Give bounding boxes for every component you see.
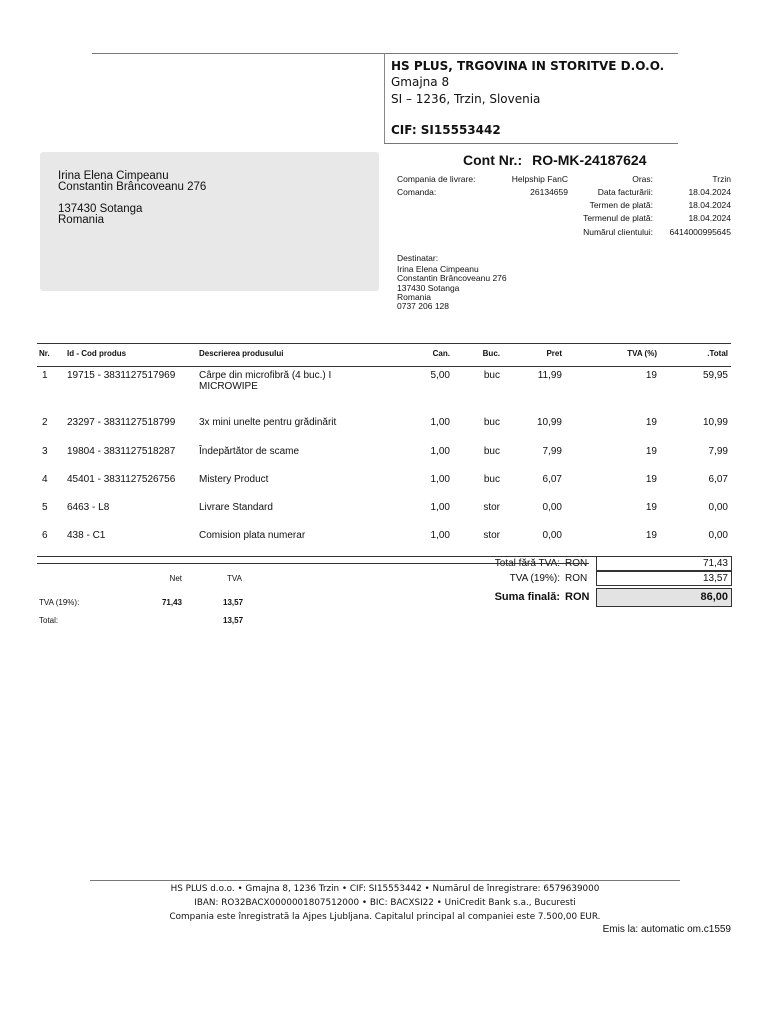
invoice-number (463, 152, 657, 168)
table-cell-price: 10,99 (536, 417, 562, 428)
table-cell-total: 0,00 (708, 530, 728, 541)
recipient-city: 137430 Sotanga (58, 203, 143, 215)
table-header-rule (37, 366, 731, 367)
table-cell-vat: 19 (645, 417, 657, 428)
table-cell-desc: Mistery Product (199, 474, 269, 485)
col-header-qty: Can. (432, 349, 450, 358)
table-cell-id: 6463 - L8 (67, 502, 110, 513)
city-value: Trzin (712, 174, 731, 184)
table-cell-id: 19804 - 3831127518287 (67, 446, 176, 457)
seller-city: SI – 1236, Trzin, Slovenia (391, 92, 541, 106)
table-cell-total: 10,99 (702, 417, 728, 428)
table-cell-total: 59,95 (702, 370, 728, 381)
order-value: 26134659 (530, 187, 568, 197)
table-cell-desc: Comision plata numerar (199, 530, 306, 541)
table-cell-unit: stor (483, 530, 500, 541)
table-top-rule (37, 343, 731, 344)
table-cell-qty: 1,00 (430, 502, 450, 513)
table-cell-price: 7,99 (542, 446, 562, 457)
table-cell-vat: 19 (645, 474, 657, 485)
destination-street: Constantin Brâncoveanu 276 (397, 273, 507, 284)
table-cell-desc: 3x mini unelte pentru grădinărit (199, 417, 337, 428)
footer-rule (90, 880, 680, 881)
table-cell-total: 7,99 (708, 446, 728, 457)
vat-summary-row-label: TVA (19%): (39, 598, 80, 607)
table-cell-price: 0,00 (542, 502, 562, 513)
final-sum-currency: RON (565, 591, 590, 603)
recipient-street: Constantin Brâncoveanu 276 (58, 181, 207, 193)
table-cell-vat: 19 (645, 446, 657, 457)
table-cell-desc: Livrare Standard (199, 502, 273, 513)
destination-country: Romania (397, 291, 432, 302)
table-cell-nr: 3 (42, 446, 48, 457)
destination-label: Destinatar: (397, 253, 439, 263)
vat-summary-net-header: Net (169, 574, 182, 583)
col-header-price: Pret (546, 349, 562, 358)
table-cell-id: 45401 - 3831127526756 (67, 474, 176, 485)
table-cell-unit: buc (483, 474, 500, 485)
table-cell-nr: 5 (42, 502, 48, 513)
table-cell-total: 0,00 (708, 502, 728, 513)
header-bottom-rule (384, 143, 678, 144)
vat-summary-row-vat: 13,57 (223, 598, 244, 607)
recipient-name: Irina Elena Cimpeanu (58, 170, 169, 182)
final-sum-value: 86,00 (596, 588, 732, 607)
issued-by: Emis la: automatic om.c1559 (602, 924, 731, 935)
footer (90, 882, 680, 924)
table-cell-unit: buc (483, 446, 500, 457)
payment-deadline-value: 18.04.2024 (688, 213, 731, 223)
vat-summary-total-vat: 13,57 (223, 616, 244, 625)
delivery-company-value: Helpship FanC (511, 174, 568, 184)
invoice-date-value: 18.04.2024 (688, 187, 731, 197)
destination-phone: 0737 206 128 (397, 301, 449, 312)
total-vat-label: TVA (19%): (509, 573, 560, 584)
table-cell-qty: 5,00 (430, 370, 450, 381)
table-cell-nr: 6 (42, 530, 48, 541)
destination-city: 137430 Sotanga (397, 282, 460, 293)
seller-block (391, 58, 664, 137)
header-divider (384, 53, 385, 143)
table-cell-price: 11,99 (537, 370, 562, 381)
seller-street: Gmajna 8 (391, 75, 450, 89)
col-header-id: Id - Cod produs (67, 349, 127, 358)
client-number-label: Numărul clientului: (583, 227, 653, 237)
recipient-address-box (40, 152, 379, 291)
table-cell-desc: Cârpe din microfibră (4 buc.) I MICROWIPE (199, 370, 332, 392)
delivery-company-label: Compania de livrare: (397, 174, 476, 184)
total-net-label: Total fără TVA: (494, 558, 560, 569)
final-sum-label: Suma finală: (494, 591, 560, 603)
table-cell-id: 438 - C1 (67, 530, 106, 541)
col-header-vat: TVA (%) (627, 349, 657, 358)
table-cell-id: 19715 - 3831127517969 (67, 370, 176, 381)
col-header-nr: Nr. (39, 349, 50, 358)
client-number-value: 6414000995645 (669, 227, 731, 237)
destination-block (397, 254, 507, 311)
table-cell-qty: 1,00 (430, 474, 450, 485)
table-cell-price: 0,00 (542, 530, 562, 541)
table-cell-unit: buc (483, 417, 500, 428)
table-cell-qty: 1,00 (430, 530, 450, 541)
footer-line-bank: IBAN: RO32BACX0000001807512000 • BIC: BACXSI22 • UniCredit Bank s.a., Bucuresti (194, 898, 576, 908)
col-header-unit: Buc. (482, 349, 500, 358)
total-vat-currency: RON (565, 573, 588, 584)
payment-deadline-label: Termenul de plată: (583, 213, 653, 223)
table-cell-nr: 1 (42, 370, 48, 381)
table-cell-nr: 4 (42, 474, 48, 485)
table-cell-desc: Îndepărtător de scame (199, 446, 300, 457)
vat-summary-rule (37, 563, 589, 564)
table-cell-total: 6,07 (708, 474, 728, 485)
invoice-number-value: RO-MK-24187624 (532, 152, 647, 168)
col-header-desc: Descrierea produsului (199, 349, 284, 358)
table-cell-vat: 19 (645, 530, 657, 541)
table-cell-unit: buc (483, 370, 500, 381)
vat-summary-total-label: Total: (39, 616, 59, 625)
table-cell-qty: 1,00 (430, 417, 450, 428)
table-cell-id: 23297 - 3831127518799 (67, 417, 176, 428)
invoice-date-label: Data facturării: (597, 187, 653, 197)
payment-term-value: 18.04.2024 (688, 200, 731, 210)
vat-summary-vat-header: TVA (227, 574, 242, 583)
destination-name: Irina Elena Cimpeanu (397, 264, 479, 275)
footer-line-company: HS PLUS d.o.o. • Gmajna 8, 1236 Trzin • CIF: SI15553442 • Numărul de înregistrare: 6579639000 (170, 884, 600, 894)
footer-line-registration: Compania este înregistrată la Ajpes Ljubljana. Capitalul principal al companiei este 7.500,00 EUR. (169, 912, 601, 922)
payment-term-label: Termen de plată: (589, 200, 653, 210)
table-cell-qty: 1,00 (430, 446, 450, 457)
col-header-total: .Total (707, 349, 728, 358)
table-cell-nr: 2 (42, 417, 48, 428)
header-top-rule (92, 53, 678, 54)
table-cell-price: 6,07 (542, 474, 562, 485)
total-net-currency: RON (565, 558, 588, 569)
city-label: Oras: (632, 174, 653, 184)
recipient-country: Romania (58, 214, 105, 226)
seller-name: HS PLUS, TRGOVINA IN STORITVE D.O.O. (391, 59, 665, 73)
seller-cif: CIF: SI15553442 (391, 123, 501, 137)
table-cell-vat: 19 (645, 502, 657, 513)
table-cell-unit: stor (483, 502, 500, 513)
vat-summary-row-net: 71,43 (161, 598, 182, 607)
total-vat-value: 13,57 (596, 571, 732, 586)
invoice-number-label: Cont Nr.: (463, 152, 523, 168)
table-cell-vat: 19 (645, 370, 657, 381)
total-net-value: 71,43 (596, 556, 732, 571)
order-label: Comanda: (397, 187, 437, 197)
